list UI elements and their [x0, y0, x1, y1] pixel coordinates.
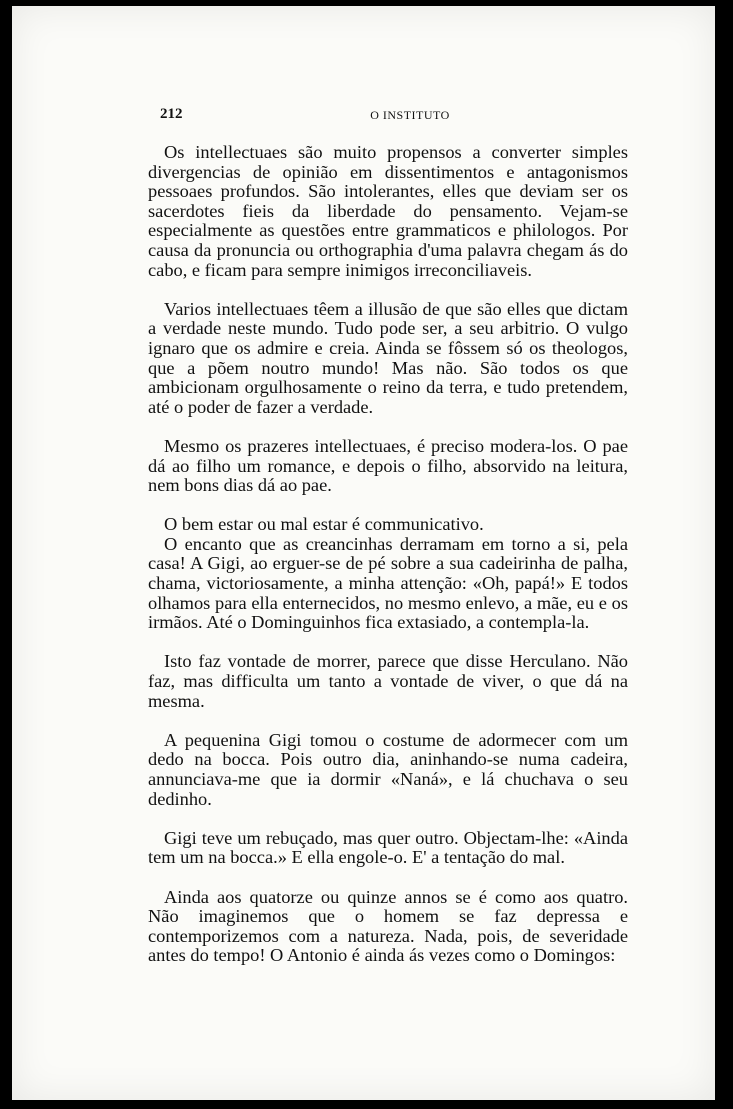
- paragraph-8: Gigi teve um rebuçado, mas quer outro. Objectam-lhe: «Ainda tem um na bocca.» E ella engole-o. E' a tentação do mal.: [148, 827, 628, 868]
- paragraph-4: O bem estar ou mal estar é communicativo.: [164, 514, 484, 535]
- paragraph-3: Mesmo os prazeres intellectuaes, é preciso modera-los. O pae dá ao filho um romance, e depois o filho, absorvido na leitura, nem bons dias dá ao pae.: [148, 435, 628, 496]
- running-title: O INSTITUTO: [370, 108, 450, 122]
- paragraph-5: O encanto que as creancinhas derramam em torno a si, pela casa! A Gigi, ao erguer-se de pé sobre a sua cadeirinha de palha, chama, victoriosamente, a minha attenção: «Oh, papá!» E todos olhamos para ella enternecidos, no mesmo enlevo, a mãe, eu e os irmãos. Até o Dominguinhos fica extasiado, a contempla-la.: [148, 533, 628, 633]
- paragraph-2: Varios intellectuaes têem a illusão de que são elles que dictam a verdade neste mundo. Tudo pode ser, a seu arbitrio. O vulgo ignaro que os admire e creia. Ainda se fôssem só os theologos, que a põem noutro mundo! Mas não. São todos os que ambicionam orgulhosamente o reino da terra, e tudo pretendem, até o poder de fazer a verdade.: [148, 298, 628, 417]
- paragraph-6: Isto faz vontade de morrer, parece que disse Herculano. Não faz, mas difficulta um tanto a vontade de viver, o que dá na mesma.: [148, 651, 628, 711]
- paragraph-1: Os intellectuaes são muito propensos a converter simples divergencias de opinião em dissentimentos e antagonismos pessoaes profundos. São intolerantes, elles que deviam ser os sacerdotes fieis da liberdade do pensamento. Vejam-se especialmente as questões entre grammaticos e philologos. Por causa da pronuncia ou orthographia d'uma palavra chegam ás do cabo, e ficam para sempre inimigos irreconciliaveis.: [148, 142, 628, 280]
- page-number: 212: [160, 106, 183, 122]
- paragraph-7: A pequenina Gigi tomou o costume de adormecer com um dedo na bocca. Pois outro dia, aninhando-se numa cadeira, annunciava-me que ia dormir «Naná», e lá chuchava o seu dedinho.: [148, 729, 628, 809]
- paragraph-9: Ainda aos quatorze ou quinze annos se é como aos quatro. Não imaginemos que o homem se faz depressa e contemporizemos com a natureza. Nada, pois, de severidade antes do tempo! O Antonio é ainda ás vezes como o Domingos:: [148, 886, 628, 966]
- body-text: [148, 143, 628, 966]
- page-header: [160, 106, 660, 130]
